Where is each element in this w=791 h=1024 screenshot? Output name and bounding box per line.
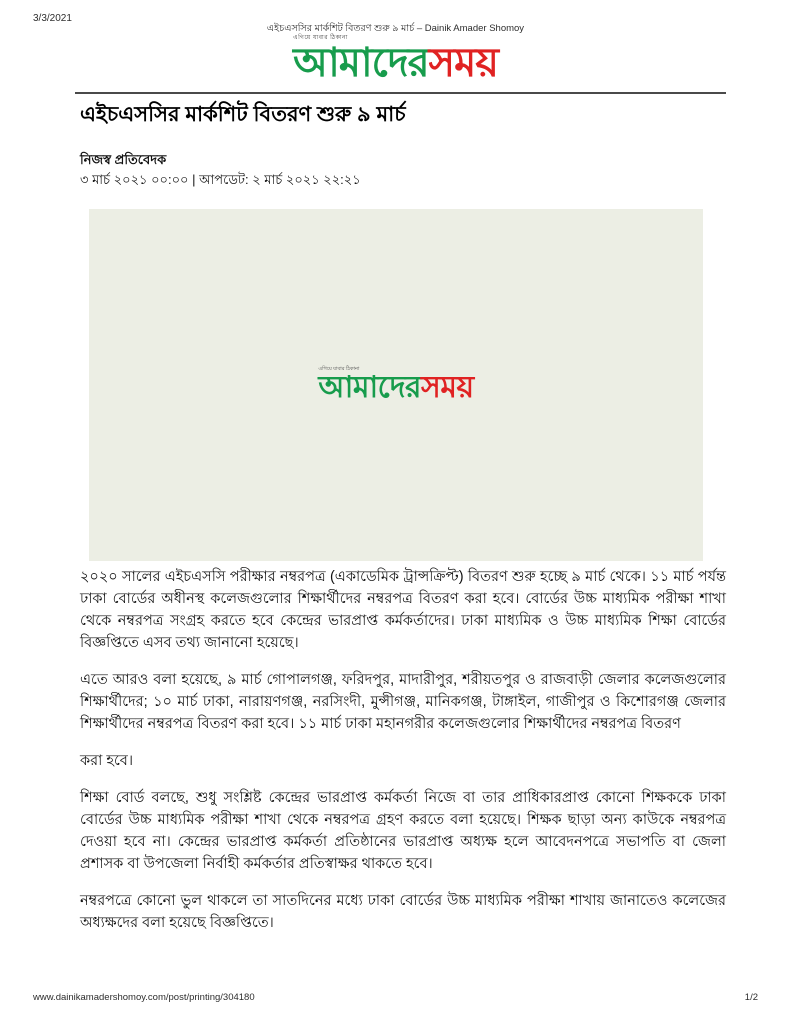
article-paragraph: এতে আরও বলা হয়েছে, ৯ মার্চ গোপালগঞ্জ, ফরিদপুর, মাদারীপুর, শরীয়তপুর ও রাজবাড়ী জেলার কলেজগুলোর শিক্ষার্থীদের; ১০ মার্চ ঢাকা, নারায়ণগঞ্জ, নরসিংদী, মুন্সীগঞ্জ, মানিকগঞ্জ, টাঙ্গাইল, গাজীপুর ও কিশোরগঞ্জ জেলার শিক্ষার্থীদের নম্বরপত্র বিতরণ করা হবে। ১১ মার্চ ঢাকা মহানগরীর কলেজগুলোর শিক্ষার্থীদের নম্বরপত্র বিতরণ [80, 672, 726, 732]
image-wordmark-green-part: আমাদের [318, 371, 421, 405]
article-byline: নিজস্ব প্রতিবেদক [80, 152, 167, 167]
masthead-tagline: এগিয়ে যাবার ঠিকানা [293, 35, 348, 41]
article-paragraph: ২০২০ সালের এইচএসসি পরীক্ষার নম্বরপত্র (একাডেমিক ট্রান্সক্রিপ্ট) বিতরণ শুরু হচ্ছে ৯ মার্চ থেকে। ১১ মার্চ পর্যন্ত ঢাকা বোর্ডের অধীনস্থ কলেজগুলোর শিক্ষার্থীদের নম্বরপত্র বিতরণ করা হবে। বোর্ডের উচ্চ মাধ্যমিক পরীক্ষা শাখা থেকে নম্বরপত্র সংগ্রহ করতে হবে কেন্দ্রের ভারপ্রাপ্ত কর্মকর্তাদের। ঢাকা মাধ্যমিক ও উচ্চ মাধ্যমিক শিক্ষা বোর্ডের বিজ্ঞপ্তিতে এসব তথ্য জানানো হয়েছে। [80, 569, 726, 651]
masthead-wordmark [293, 42, 498, 84]
header-divider [75, 92, 726, 94]
article-body [80, 566, 726, 949]
print-header-date: 3/3/2021 [33, 13, 72, 24]
article-lead-image [89, 209, 703, 561]
article-headline: এইচএসসির মার্কশিট বিতরণ শুরু ৯ মার্চ [80, 103, 406, 126]
wordmark-green-part: আমাদের [293, 41, 429, 85]
print-header-page-title: এইচএসসির মার্কশিট বিতরণ শুরু ৯ মার্চ – Dainik Amader Shomoy [266, 23, 525, 34]
print-footer-page-indicator: 1/2 [744, 992, 758, 1003]
article-paragraph: নম্বরপত্রে কোনো ভুল থাকলে তা সাতদিনের মধ্যে ঢাকা বোর্ডের উচ্চ মাধ্যমিক পরীক্ষা শাখায় জানাতেও কলেজের অধ্যক্ষদের বলা হয়েছে বিজ্ঞপ্তিতে। [80, 893, 726, 931]
wordmark-red-part: সময় [428, 41, 498, 85]
newspaper-masthead-logo [293, 35, 498, 84]
image-placeholder-logo [318, 366, 473, 404]
article-paragraph: করা হবে। [80, 753, 134, 769]
image-logo-tagline: এগিয়ে যাবার ঠিকানা [318, 366, 360, 373]
article-paragraph: শিক্ষা বোর্ড বলছে, শুধু সংশ্লিষ্ট কেন্দ্রের ভারপ্রাপ্ত কর্মকর্তা নিজে বা তার প্রাধিকারপ্রাপ্ত কোনো শিক্ষককে ঢাকা বোর্ডের উচ্চ মাধ্যমিক পরীক্ষা শাখা থেকে নম্বরপত্র গ্রহণ করতে বলা হয়েছে। শিক্ষক ছাড়া অন্য কাউকে নম্বরপত্র দেওয়া হবে না। কেন্দ্রের ভারপ্রাপ্ত কর্মকর্তা প্রতিষ্ঠানের ভারপ্রাপ্ত অধ্যক্ষ হলে আবেদনপত্রে সভাপতি বা জেলা প্রশাসক বা উপজেলা নির্বাহী কর্মকর্তার প্রতিস্বাক্ষর থাকতে হবে। [80, 790, 726, 872]
image-logo-wordmark [318, 372, 473, 404]
print-footer-url: www.dainikamadershomoy.com/post/printing/304180 [33, 992, 255, 1003]
article-dateline: ৩ মার্চ ২০২১ ০০:০০ | আপডেট: ২ মার্চ ২০২১ ২২:২১ [80, 172, 361, 187]
image-wordmark-red-part: সময় [421, 371, 474, 405]
